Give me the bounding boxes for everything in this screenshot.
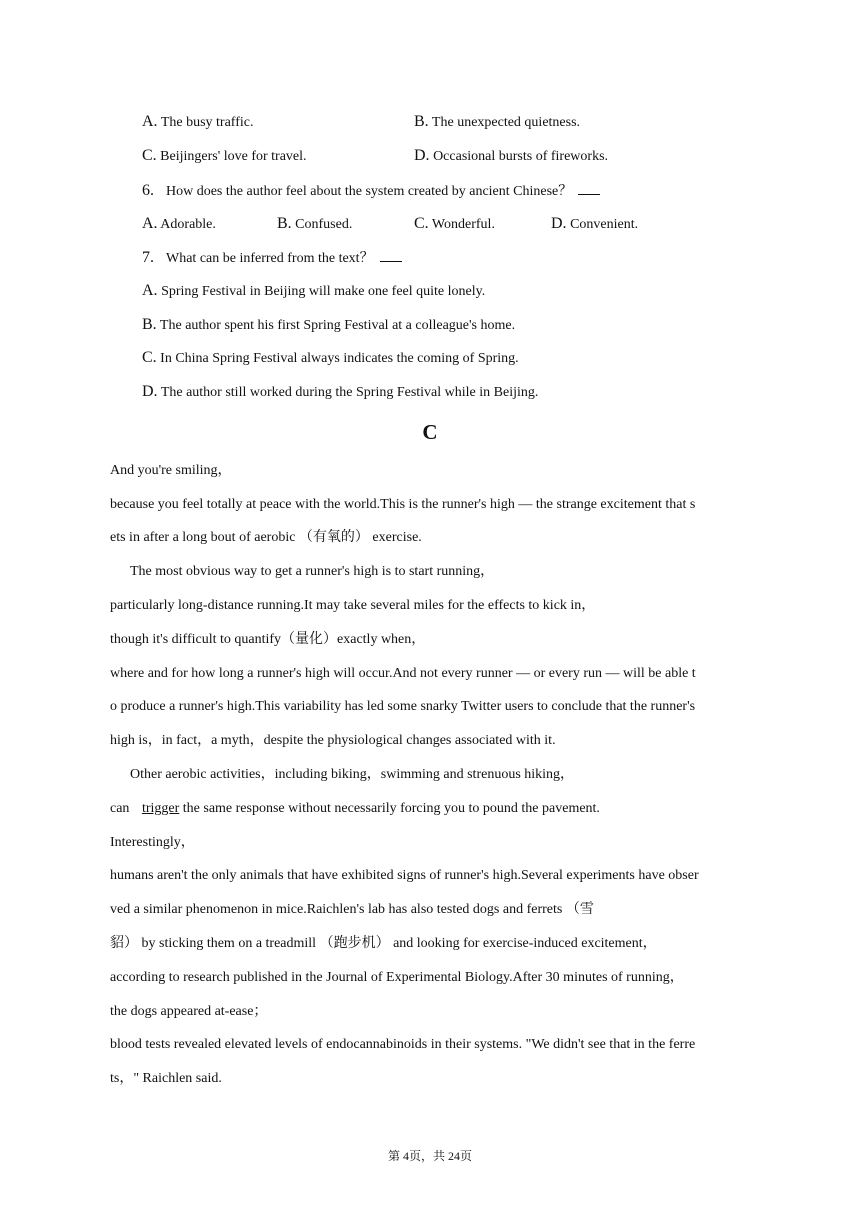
q6-option-b: [277, 214, 352, 235]
passage-line: because you feel totally at peace with the world.This is the runner's high — the strange excitement that s: [110, 497, 696, 512]
q7-option-c: [142, 348, 519, 369]
option-letter: D.: [142, 383, 158, 400]
option-letter: C.: [414, 215, 429, 232]
option-letter: C.: [142, 147, 157, 164]
passage-line: [110, 799, 600, 819]
passage-line: blood tests revealed elevated levels of endocannabinoids in their systems. "We didn't see that in the ferre: [110, 1037, 696, 1052]
section-title: C: [422, 420, 438, 444]
passage-line: ets in after a long bout of aerobic （有氧的） exercise.: [110, 530, 422, 545]
option-letter: A.: [142, 282, 158, 299]
q6-option-a: [142, 214, 216, 235]
option-letter: B.: [414, 113, 429, 130]
option-text: The busy traffic.: [160, 115, 254, 130]
passage-line: according to research published in the Journal of Experimental Biology.After 30 minutes of running，: [110, 970, 684, 985]
question-number: 7.: [142, 249, 154, 266]
option-text: Confused.: [295, 217, 353, 232]
option-text: Spring Festival in Beijing will make one feel quite lonely.: [161, 284, 486, 299]
question-7: [142, 247, 402, 269]
passage-line: where and for how long a runner's high will occur.And not every runner — or every run — will be able t: [110, 666, 696, 681]
passage-line: 貂） by sticking them on a treadmill （跑步机） and looking for exercise-induced excitement，: [110, 936, 657, 951]
passage-line: though it's difficult to quantify（量化）exactly when，: [110, 632, 426, 647]
question-text: How does the author feel about the system created by ancient Chinese？: [166, 184, 573, 199]
page-footer: 第 4页，共 24页: [387, 1149, 472, 1163]
answer-blank: [380, 247, 402, 262]
q6-option-d: [551, 214, 638, 235]
option-text: Beijingers' love for travel.: [160, 149, 307, 164]
q5-option-a: [142, 112, 253, 133]
question-6: [142, 180, 600, 202]
passage-line: humans aren't the only animals that have exhibited signs of runner's high.Several experiments have obser: [110, 868, 699, 883]
option-letter: B.: [142, 316, 157, 333]
q7-option-b: [142, 315, 515, 336]
passage-text: the same response without necessarily forcing you to pound the pavement.: [182, 801, 600, 816]
answer-blank: [578, 180, 600, 195]
option-text: The unexpected quietness.: [431, 115, 581, 130]
passage-line: The most obvious way to get a runner's high is to start running，: [130, 564, 495, 579]
passage-line: Other aerobic activities，including biking，swimming and strenuous hiking，: [130, 767, 575, 782]
option-text: The author still worked during the Spring Festival while in Beijing.: [160, 385, 539, 400]
option-text: Occasional bursts of fireworks.: [433, 149, 609, 164]
passage-line: high is，in fact，a myth，despite the physiological changes associated with it.: [110, 733, 556, 748]
passage-line: ts，" Raichlen said.: [110, 1071, 222, 1086]
passage-line: o produce a runner's high.This variability has led some snarky Twitter users to conclude that the runner's: [110, 699, 696, 714]
q6-option-c: [414, 214, 495, 235]
question-number: 6.: [142, 182, 154, 199]
passage-line: ved a similar phenomenon in mice.Raichlen's lab has also tested dogs and ferrets （雪: [110, 902, 594, 917]
option-letter: C.: [142, 349, 157, 366]
q7-option-a: [142, 281, 485, 302]
option-letter: D.: [414, 147, 430, 164]
passage-text: can: [110, 801, 130, 816]
passage-line: And you're smiling，: [110, 463, 232, 478]
q5-option-b: [414, 112, 580, 133]
underlined-word: trigger: [141, 801, 180, 816]
passage-line: particularly long-distance running.It may take several miles for the effects to kick in，: [110, 598, 596, 613]
option-text: Convenient.: [570, 217, 639, 232]
option-text: Wonderful.: [431, 217, 495, 232]
option-letter: D.: [551, 215, 567, 232]
passage-line: the dogs appeared at-ease；: [110, 1004, 268, 1019]
option-letter: A.: [142, 215, 158, 232]
option-text: The author spent his first Spring Festival at a colleague's home.: [159, 318, 516, 333]
q7-option-d: [142, 382, 538, 403]
question-text: What can be inferred from the text？: [166, 251, 374, 266]
option-text: In China Spring Festival always indicates the coming of Spring.: [160, 351, 519, 366]
option-letter: A.: [142, 113, 158, 130]
q5-option-d: [414, 146, 608, 167]
option-text: Adorable.: [160, 217, 216, 232]
passage-line: Interestingly，: [110, 835, 195, 850]
q5-option-c: [142, 146, 307, 167]
option-letter: B.: [277, 215, 292, 232]
